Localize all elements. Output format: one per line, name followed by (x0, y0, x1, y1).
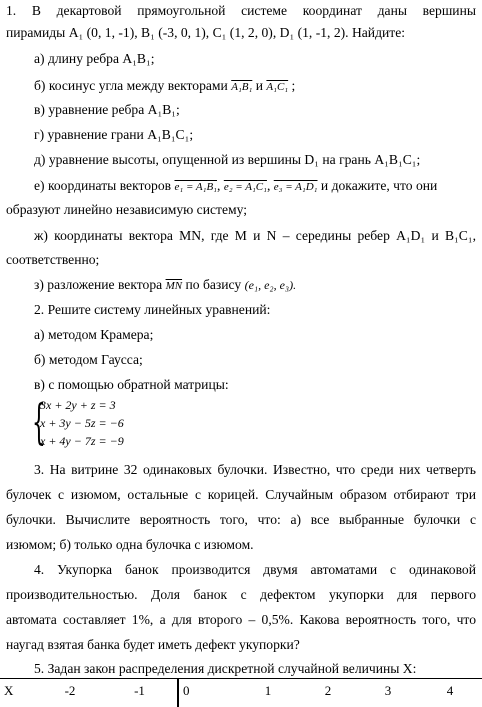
table-row (0, 679, 482, 707)
p2-item-v: в) с помощью обратной матрицы: (34, 376, 229, 394)
p1-item-b: б) косинус угла между векторами A₁B₁ и A₁C₁ ; (34, 77, 295, 96)
table-cell: 3 (358, 679, 418, 707)
basis: (e₁, e₂, e₃). (245, 278, 297, 292)
p3-line1: 3. На витрине 32 одинаковых булочки. Известно, что среди них четверть (34, 461, 476, 479)
p4-line2: производительностью. Доля банок с дефектом укупорки для первого (6, 586, 476, 604)
p1-line2: пирамиды A₁ (0, 1, -1), B₁ (-3, 0, 1), C₁ (1, 2, 0), D₁ (1, -1, 2). Найдите: (6, 24, 405, 42)
table-cell: -2 (38, 679, 102, 707)
p4-line3: автомата составляет 1%, а для второго – 0,5%. Какова вероятность того, что (6, 611, 476, 629)
vector-e2: e₂ = A₁C₁ (224, 181, 267, 193)
p5-title: 5. Задан закон распределения дискретной случайной величины X: (34, 660, 416, 678)
p4-line4: наугад взятая банка будет иметь дефект укупорки? (6, 636, 300, 654)
equation-1: 3x + 2y + z = 3 (40, 398, 116, 413)
p1-item-z: з) разложение вектора $\overline{MN}$ по базису (e₁, e₂, e₃). (34, 276, 296, 295)
p3-line4: изюмом; б) только одна булочка с изюмом. (6, 536, 254, 554)
brace: { (32, 398, 46, 446)
p1-item-e-line2: образуют линейно независимую систему; (6, 201, 247, 219)
vector-e3: e₃ = A₁D₁ (274, 181, 318, 193)
p3-line3: булочки. Вычислите вероятность того, что: а) все выбранные булочки с (6, 511, 476, 529)
table-cell: -1 (102, 679, 178, 707)
table-cell: 2 (298, 679, 358, 707)
p2-item-a: а) методом Крамера; (34, 326, 153, 344)
table-cell-header: X (0, 679, 38, 707)
equation-2: x + 3y − 5z = −6 (40, 416, 124, 431)
p1-item-zh-line2: соответственно; (6, 251, 99, 269)
p1-item-e: е) координаты векторов e₁ = A₁B₁, e₂ = A₁C₁, e₃ = A₁D₁ и докажите, что они (34, 177, 437, 196)
vector-mn: $\overline{MN}$ (166, 280, 183, 292)
p3-line2: булочек с изюмом, остальные с корицей. Случайным образом отбирают три (6, 486, 476, 504)
p1-item-g: г) уравнение грани A₁B₁C₁; (34, 126, 193, 144)
p1-line1: 1. В декартовой прямоугольной системе координат даны вершины (6, 2, 476, 20)
vector-e1: e₁ = A₁B₁ (174, 181, 217, 193)
vector-a1c1: A₁C₁ (266, 81, 288, 93)
table-cell: 0 (178, 679, 238, 707)
p1-item-v: в) уравнение ребра A₁B₁; (34, 101, 180, 119)
p2-item-b: б) методом Гаусса; (34, 351, 143, 369)
equation-3: x + 4y − 7z = −9 (40, 434, 124, 449)
p1-item-a: а) длину ребра A₁B₁; (34, 50, 155, 68)
p2-title: 2. Решите систему линейных уравнений: (34, 301, 270, 319)
p1-item-zh-line1: ж) координаты вектора MN, где M и N – середины ребер A₁D₁ и B₁C₁, (34, 227, 476, 245)
distribution-table (0, 678, 482, 707)
p4-line1: 4. Укупорка банок производится двумя автоматами с одинаковой (34, 561, 476, 579)
table-cell: 1 (238, 679, 298, 707)
table-cell: 4 (418, 679, 482, 707)
p1-item-d: д) уравнение высоты, опущенной из вершины D₁ на грань A₁B₁C₁; (34, 151, 420, 169)
vector-a1b1: A₁B₁ (231, 81, 252, 93)
